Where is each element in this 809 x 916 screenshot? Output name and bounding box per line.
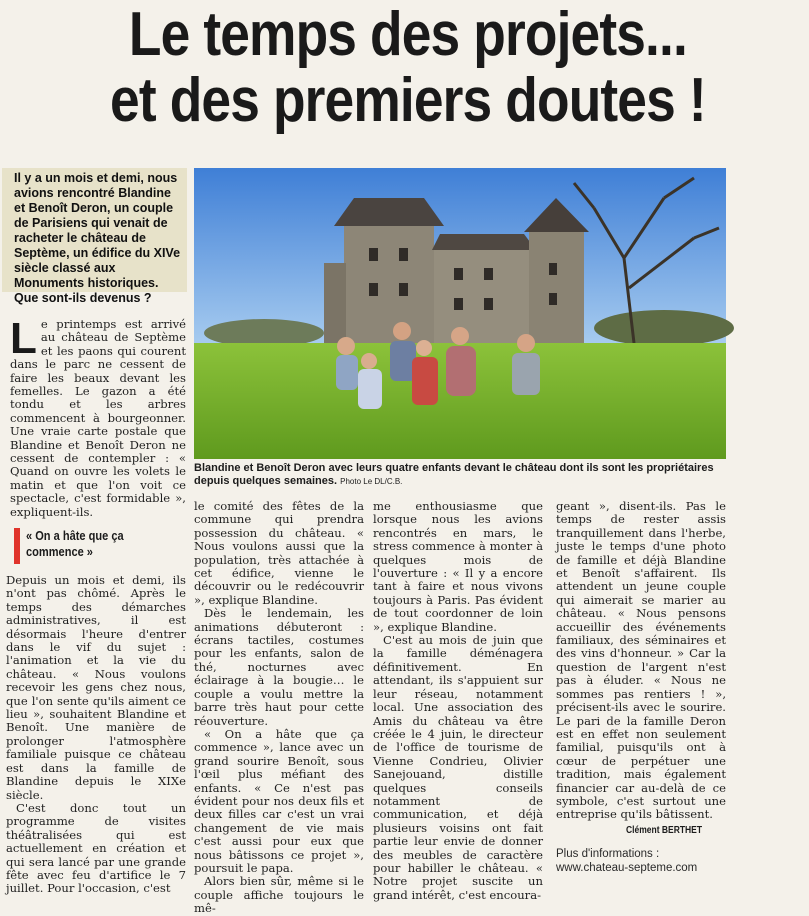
intro-box: Il y a un mois et demi, nous avions rencontré Blandine et Benoît Deron, un couple de Parisiens qui venait de racheter le château de Septème, un édifice du XIVe siècle classé aux Monuments historiques. Que sont-ils devenus ? [2, 168, 187, 292]
column-3 [373, 499, 543, 902]
paragraph: Alors bien sûr, même si le couple affiche toujours le mê- [194, 874, 364, 916]
paragraph: geant », disent-ils. Pas le temps de rester assis tranquillement dans l'herbe, juste le temps d'une photo de famille et déjà Blandine et Benoît s'affairent. Ils attendent un jeune couple qui aimerait se marier au château. « Nous pensons accueillir des événements familiaux, des séminaires et des vins d'honneur. » Car la question de l'argent n'est pas à éluder. « Nous ne sommes pas rentiers ! », précisent-ils avec le sourire. Le pari de la famille Deron est en effet non seulement familial, puisqu'ils ont à cœur de perpétuer une tradition, mais également financier car au-delà de ce symbole, c'est surtout une entreprise qu'ils bâtissent. [556, 499, 726, 822]
column-1-bottom [6, 573, 186, 896]
paragraph: me enthousiasme que lorsque nous les avions rencontrés en mars, le stress commence à monter à quelques mois de l'ouverture : « Il y a encore tant à faire et nous vivons toujours à Paris. Pas évident de tout coordonner de loin », explique Blandine. [373, 499, 543, 634]
photo-credit: Photo Le DL/C.B. [340, 477, 403, 486]
paragraph: e printemps est arrivé au château de Septème et les paons qui courent dans le parc ne cessent de faire les beaux devant les femelles. Le gazon a été tondu et les arbres commencent à bourgeonner. Une vraie carte postale que Blandine et Benoît Deron ne cessent de contempler : « Quand on ouvre les volets le matin et que l'on voit ce spectacle, c'est formidable », expliquent-ils. [10, 317, 186, 519]
paragraph: le comité des fêtes de la commune qui prendra possession du château. « Nous voulons aussi que la population, très attachée à cet édifice, vienne le découvrir ou le redécouvrir », explique Blandine. [194, 499, 364, 607]
paragraph: C'est au mois de juin que la famille déménagera définitivement. En attendant, ils s'appuient sur leur réseau, notamment local. Une association des Amis du château va être créée le 4 juin, le directeur de l'office de tourisme de Vienne Condrieu, Olivier Sanejouand, distille quelques conseils notamment de communication, et déjà plusieurs voisins ont fait partie leur envie de donner des meubles de caractère pour habiller le château. « Notre projet suscite un grand intérêt, c'est encoura- [373, 633, 543, 902]
chateau-family-photo [194, 168, 726, 459]
subheading-accent-bar [14, 528, 20, 564]
subheading [2, 528, 177, 570]
headline-line-1: Le temps des projets... [128, 0, 687, 69]
paragraph: C'est donc tout un programme de visites théâtralisées qui est actuellement en création et qui sera lancé par une grande fête avec feu d'artifice le 7 juillet. Pour l'occasion, c'est [6, 800, 186, 896]
photo-illustration [194, 168, 726, 459]
caption-text: Blandine et Benoît Deron avec leurs quatre enfants devant le château dont ils sont les propriétaires depuis quelques semaines. [194, 462, 714, 487]
headline-line-2: et des premiers doutes ! [110, 66, 706, 135]
paragraph: Depuis un mois et demi, ils n'ont pas chômé. Après le temps des démarches administratives, il est désormais l'heure d'entrer dans le vif du sujet : l'animation et la vie du château. « Nous voulons recevoir les gens chez nous, que l'on sente qu'ils aiment ce lieu », souhaitent Blandine et Benoît. Une manière de prolonger l'atmosphère familiale puisque ce château est dans la famille de Blandine depuis le XIXe siècle. [6, 573, 186, 802]
subheading-text: « On a hâte que ça commence » [26, 528, 124, 559]
column-1-top [10, 314, 186, 519]
more-info-label: Plus d'informations : [556, 848, 660, 860]
more-info [556, 847, 756, 875]
paragraph: Dès le lendemain, les animations débuteront : écrans tactiles, costumes pour les enfants, salon de thé, nocturnes avec éclairage à la bougie… le couple a voulu mettre la barre très haut pour cette réouverture. [194, 606, 364, 728]
paragraph: « On a hâte que ça commence », lance avec un grand sourire Benoît, sous l'œil plus méfiant des enfants. « Ce n'est pas évident pour nos deux fils et deux filles car c'est un vrai changement de vie mais c'est aussi pour eux que nous bâtissons ce projet », poursuit le papa. [194, 726, 364, 875]
drop-cap: L [10, 314, 37, 363]
column-2 [194, 499, 364, 916]
photo-caption [194, 462, 724, 488]
author-byline: Clément BERTHET [626, 825, 703, 836]
website-link[interactable]: www.chateau-septeme.com [556, 862, 698, 874]
column-4 [556, 500, 726, 822]
headline [8, 2, 808, 134]
